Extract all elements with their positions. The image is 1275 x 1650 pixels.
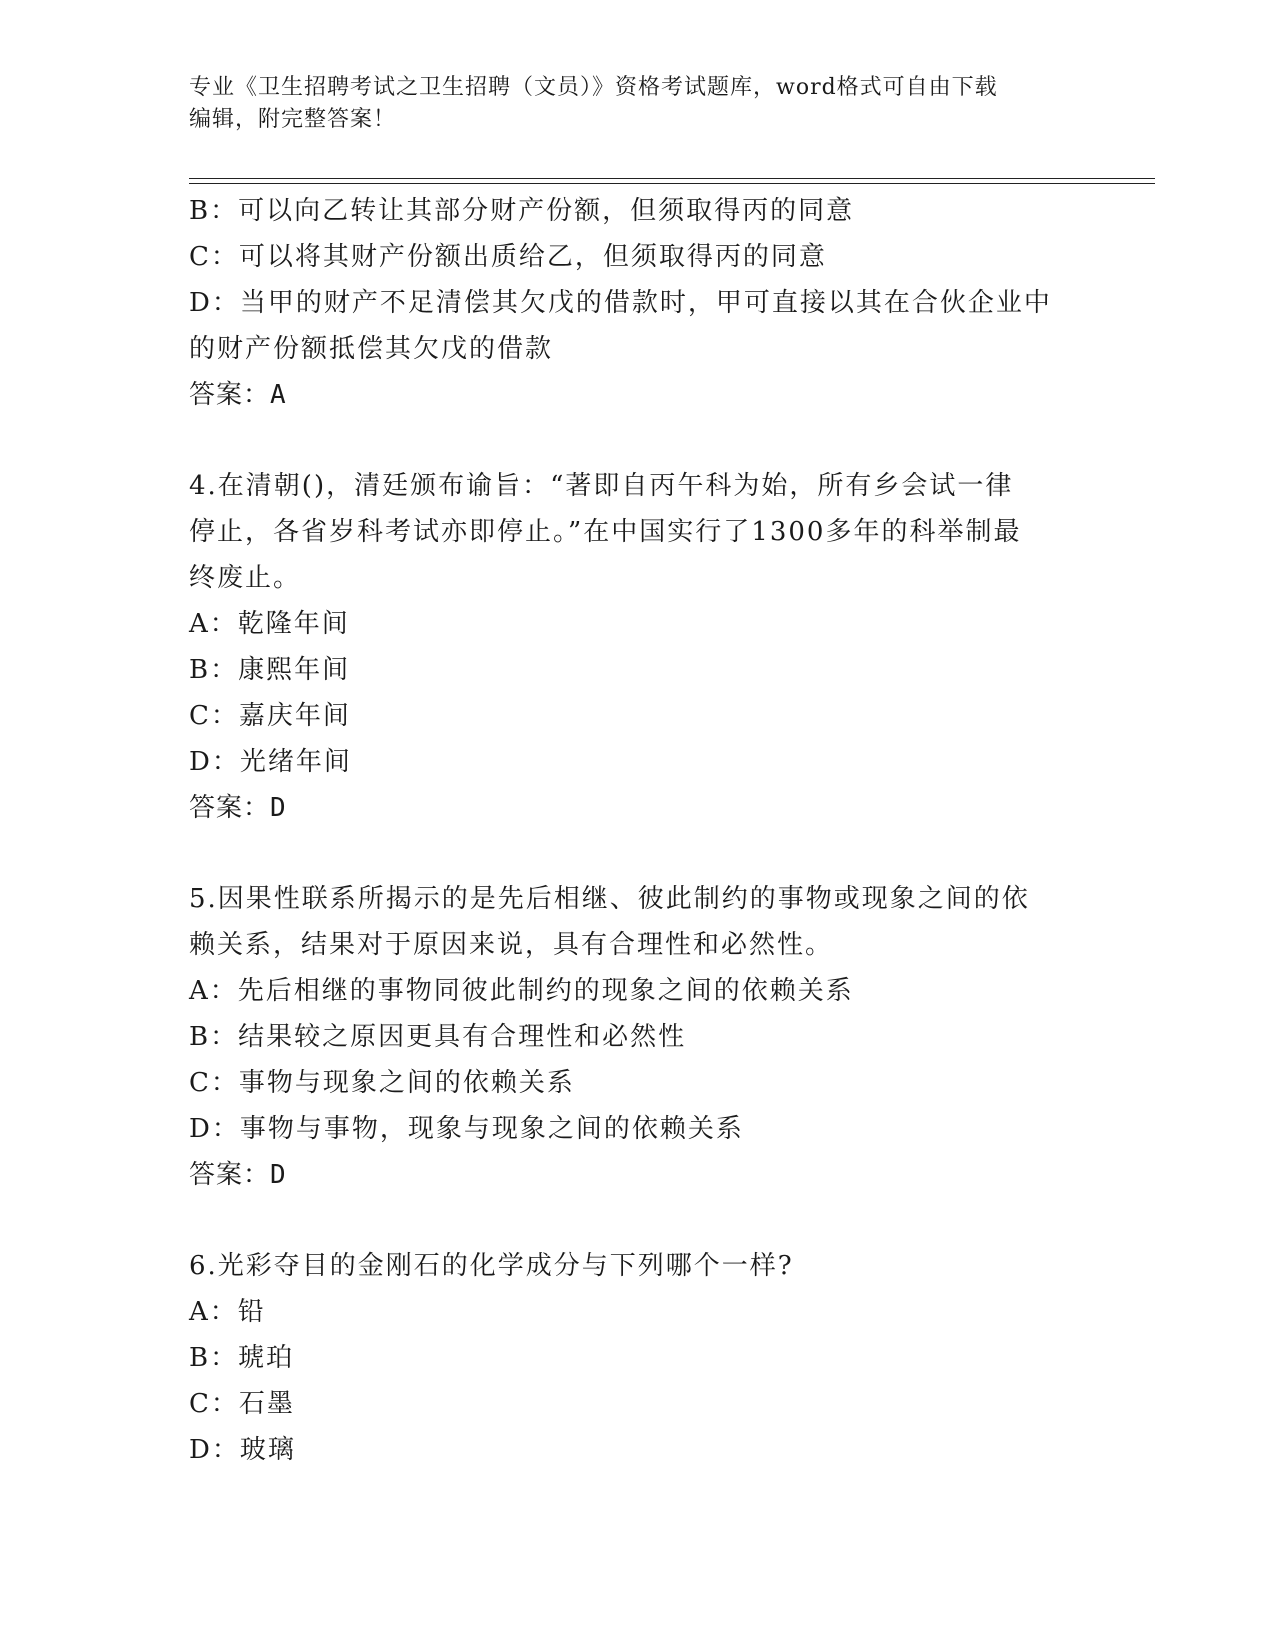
header-line-2: 编辑，附完整答案！ <box>189 107 397 132</box>
header-line-1: 专业《卫生招聘考试之卫生招聘（文员）》资格考试题库，word格式可自由下载 <box>189 75 998 100</box>
option-c: C：石墨 <box>189 1389 295 1419</box>
option-d: D：光绪年间 <box>189 747 352 777</box>
answer-value: D <box>270 793 287 823</box>
question-5 <box>189 876 1089 1198</box>
option-c: C：事物与现象之间的依赖关系 <box>189 1068 575 1098</box>
answer-value: D <box>270 1160 287 1190</box>
question-6 <box>189 1243 1089 1473</box>
question-stem-line: 停止，各省岁科考试亦即停止。”在中国实行了1300多年的科举制最 <box>189 517 1022 547</box>
question-4 <box>189 463 1089 831</box>
question-stem-line: 6.光彩夺目的金刚石的化学成分与下列哪个一样? <box>189 1251 794 1281</box>
option-a: A：先后相继的事物同彼此制约的现象之间的依赖关系 <box>189 976 854 1006</box>
option-d-continued: 的财产份额抵偿其欠戊的借款 <box>189 334 554 364</box>
answer <box>189 372 1089 418</box>
option-d: D：玻璃 <box>189 1435 296 1465</box>
answer-label: 答案： <box>189 1160 271 1190</box>
option-a: A：铅 <box>189 1297 266 1327</box>
answer <box>189 785 1089 831</box>
question-3-continued <box>189 188 1089 418</box>
option-d: D：事物与事物，现象与现象之间的依赖关系 <box>189 1114 744 1144</box>
question-stem-line: 4.在清朝()，清廷颁布谕旨：“著即自丙午科为始，所有乡会试一律 <box>189 471 1014 501</box>
question-list <box>189 188 1089 1473</box>
option-a: A：乾隆年间 <box>189 609 350 639</box>
option-b: B：康熙年间 <box>189 655 351 685</box>
header-divider <box>189 178 1155 184</box>
option-c: C：嘉庆年间 <box>189 701 351 731</box>
option-b: B：可以向乙转让其部分财产份额，但须取得丙的同意 <box>189 196 855 226</box>
option-b: B：琥珀 <box>189 1343 295 1373</box>
answer-value: A <box>270 380 287 410</box>
answer-label: 答案： <box>189 380 271 410</box>
option-c: C：可以将其财产份额出质给乙，但须取得丙的同意 <box>189 242 827 272</box>
document-header <box>189 72 1089 136</box>
question-stem-line: 5.因果性联系所揭示的是先后相继、彼此制约的事物或现象之间的依 <box>189 884 1030 914</box>
answer <box>189 1152 1089 1198</box>
answer-label: 答案： <box>189 793 271 823</box>
question-stem-line: 赖关系，结果对于原因来说，具有合理性和必然性。 <box>189 930 834 960</box>
option-d: D：当甲的财产不足清偿其欠戊的借款时，甲可直接以其在合伙企业中 <box>189 288 1052 318</box>
question-stem-line: 终废止。 <box>189 563 302 593</box>
option-b: B：结果较之原因更具有合理性和必然性 <box>189 1022 687 1052</box>
